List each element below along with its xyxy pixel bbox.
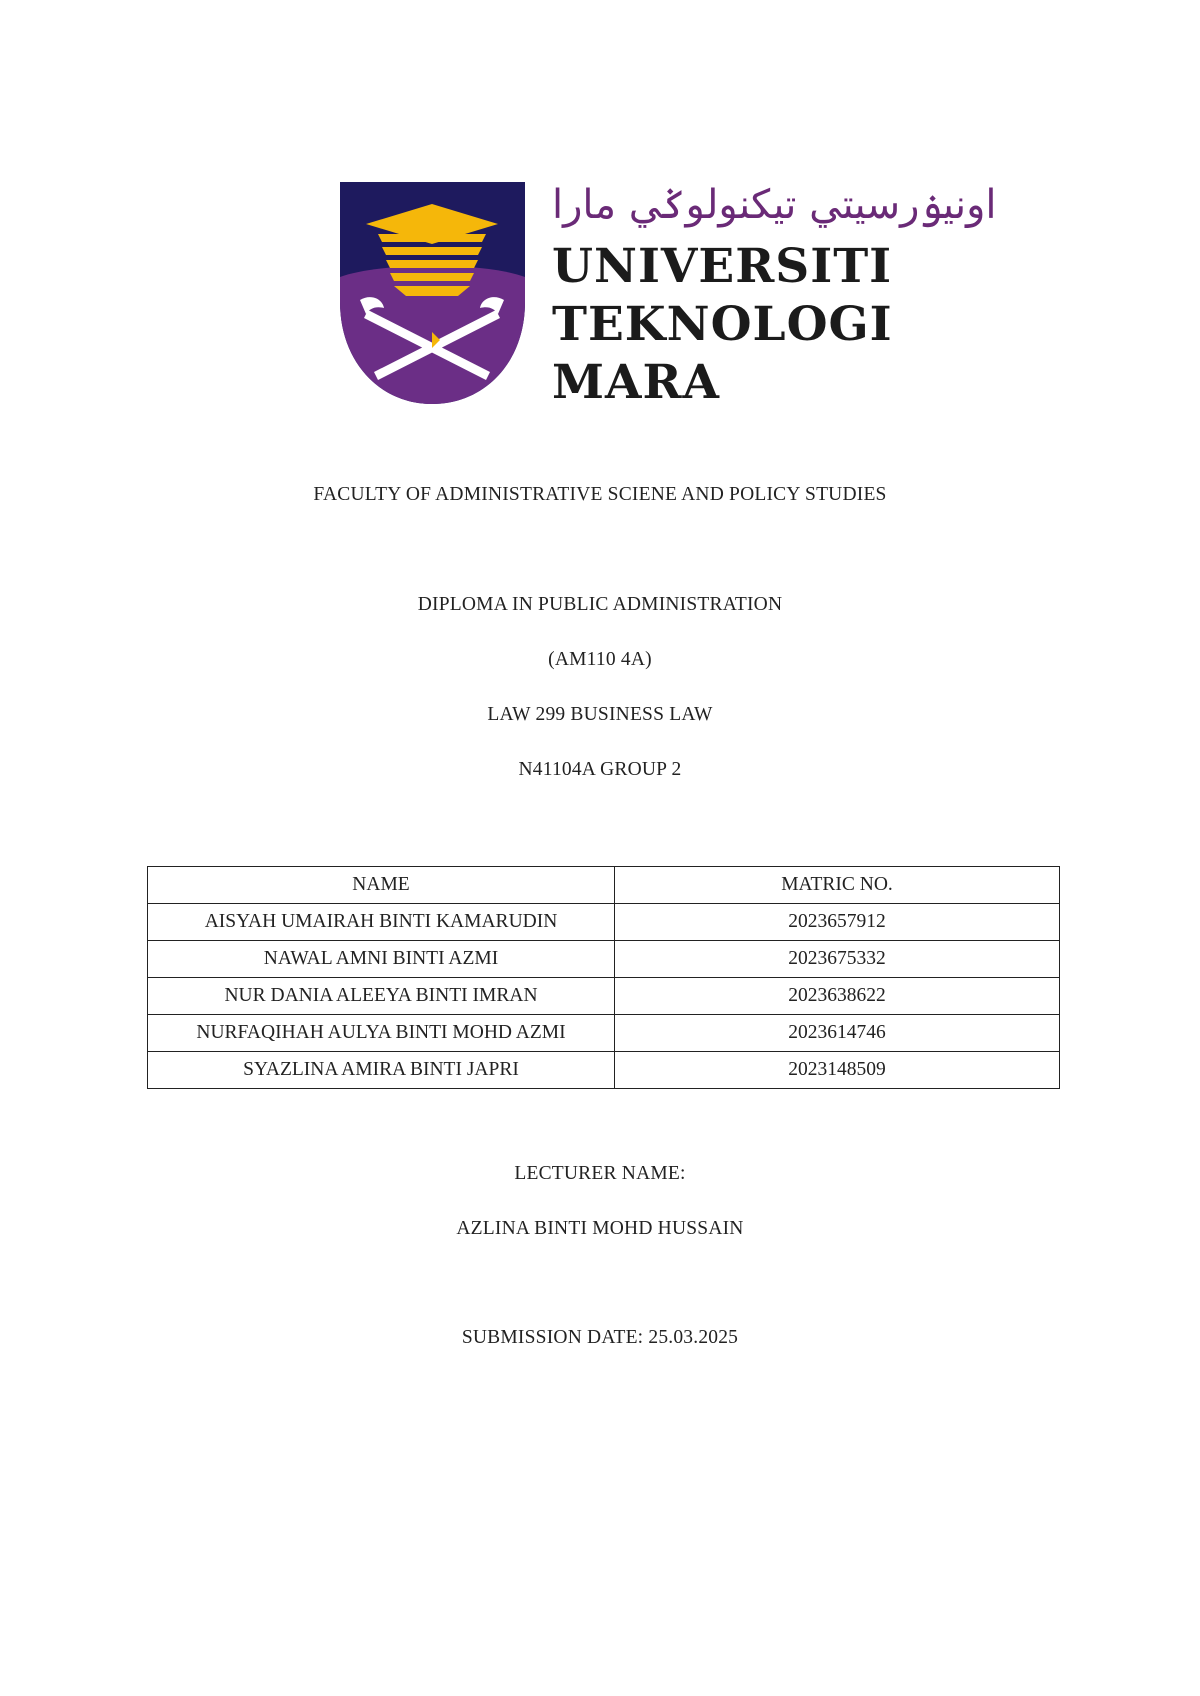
matric-column-header: MATRIC NO.	[615, 867, 1060, 904]
name-column-header: NAME	[148, 867, 615, 904]
programme-code: (AM110 4A)	[548, 649, 652, 670]
group-title: N41104A GROUP 2	[518, 759, 682, 780]
course-title: LAW 299 BUSINESS LAW	[487, 704, 713, 725]
member-name: NAWAL AMNI BINTI AZMI	[148, 941, 615, 978]
table-row	[148, 1052, 1060, 1089]
wordmark-line-3: MARA	[552, 355, 721, 410]
members-table	[147, 866, 1060, 1089]
submission-date: SUBMISSION DATE: 25.03.2025	[461, 1327, 739, 1348]
member-matric: 2023638622	[615, 978, 1060, 1015]
lecturer-label: LECTURER NAME:	[514, 1163, 686, 1184]
wordmark-line-1: UNIVERSITI	[552, 239, 893, 294]
member-matric: 2023675332	[615, 941, 1060, 978]
wordmark-line-2: TEKNOLOGI	[552, 297, 893, 352]
faculty-title: FACULTY OF ADMINISTRATIVE SCIENE AND POLICY STUDIES	[313, 484, 887, 505]
member-matric: 2023657912	[615, 904, 1060, 941]
table-header-row	[148, 867, 1060, 904]
university-wordmark	[552, 238, 893, 412]
table-row	[148, 978, 1060, 1015]
table-row	[148, 941, 1060, 978]
member-name: NURFAQIHAH AULYA BINTI MOHD AZMI	[148, 1015, 615, 1052]
university-logo	[340, 182, 997, 410]
programme-title: DIPLOMA IN PUBLIC ADMINISTRATION	[417, 594, 783, 615]
member-name: NUR DANIA ALEEYA BINTI IMRAN	[148, 978, 615, 1015]
member-matric: 2023614746	[615, 1015, 1060, 1052]
uitm-crest-icon	[340, 182, 530, 407]
member-name: AISYAH UMAIRAH BINTI KAMARUDIN	[148, 904, 615, 941]
arabic-university-name: اونيۏرسيتي تيكنولوݢي مارا	[552, 182, 997, 228]
member-name: SYAZLINA AMIRA BINTI JAPRI	[148, 1052, 615, 1089]
table-row	[148, 1015, 1060, 1052]
table-row	[148, 904, 1060, 941]
lecturer-name: AZLINA BINTI MOHD HUSSAIN	[456, 1218, 744, 1239]
member-matric: 2023148509	[615, 1052, 1060, 1089]
